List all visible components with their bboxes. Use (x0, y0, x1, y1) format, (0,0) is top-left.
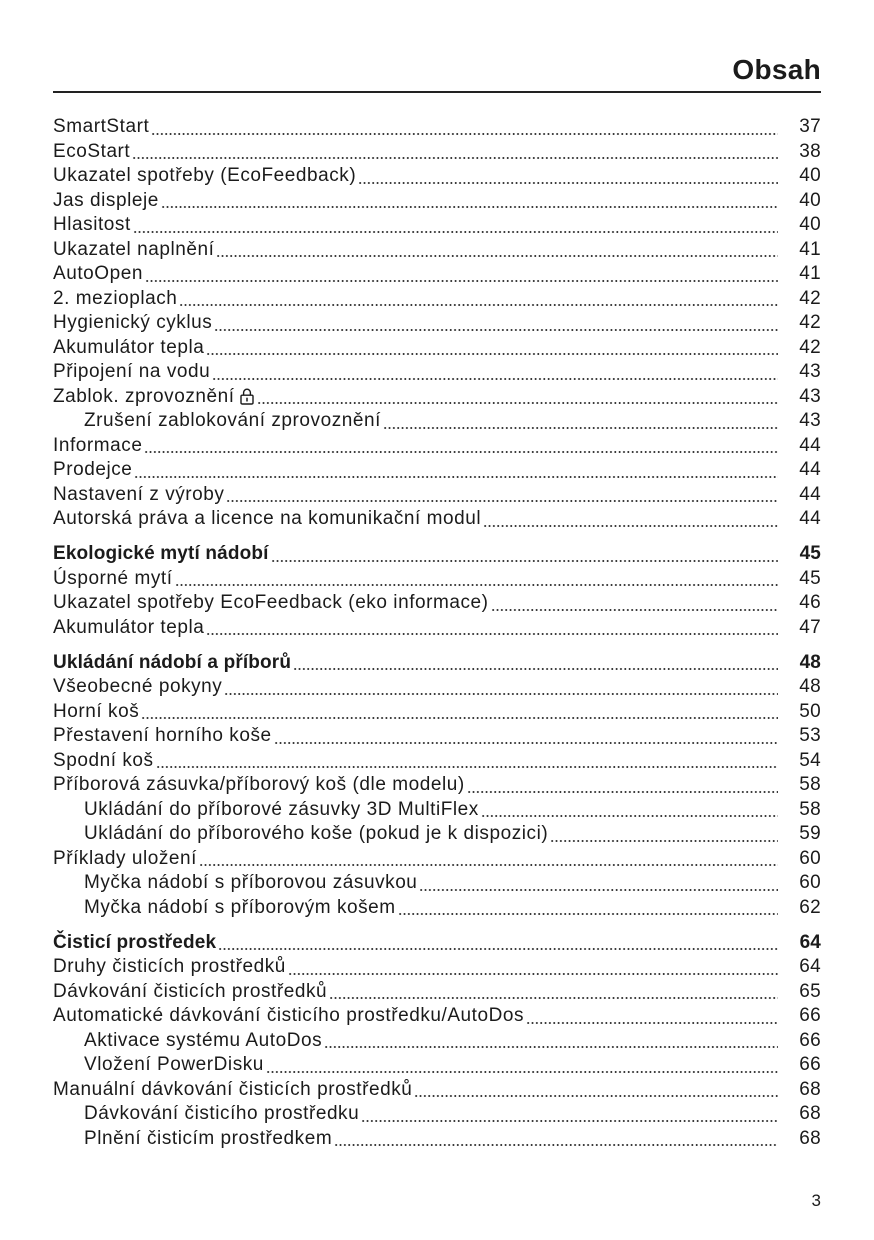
toc-entry-page: 68 (799, 1078, 821, 1100)
toc-entry-page: 42 (799, 312, 821, 333)
toc-entry (53, 1004, 821, 1029)
dot-leader (175, 567, 778, 592)
toc-subentry (53, 409, 821, 434)
dot-leader (226, 483, 778, 508)
dot-leader (361, 1102, 778, 1127)
toc-entry-title: Informace (53, 434, 143, 456)
toc-entry (53, 847, 821, 872)
toc-entry-title: Ukládání do příborové zásuvky 3D MultiFlex (84, 798, 479, 820)
toc-entry-title: Příklady uložení (53, 847, 197, 869)
toc-entry-page: 47 (799, 616, 821, 638)
toc-entry-page: 68 (799, 1127, 821, 1149)
page-number: 3 (811, 1191, 821, 1210)
toc-entry (53, 980, 821, 1005)
toc-entry (53, 336, 821, 361)
toc-entry-page: 40 (799, 214, 821, 235)
toc-entry-page: 64 (799, 956, 821, 977)
toc-entry-page: 41 (799, 263, 821, 284)
toc-entry (53, 749, 821, 774)
toc-entry-page: 66 (799, 1029, 821, 1051)
dot-leader (199, 847, 778, 872)
toc-entry (53, 311, 821, 336)
toc-entry (53, 700, 821, 725)
toc-entry-page: 37 (799, 116, 821, 137)
toc-entry (53, 955, 821, 980)
toc-entry-title: Připojení na vodu (53, 361, 211, 382)
toc-entry-page: 43 (799, 410, 821, 431)
page-title: Obsah (732, 54, 821, 85)
toc-entry (53, 360, 821, 385)
toc-subentry (53, 1029, 821, 1054)
toc-entry-title: Ukládání do příborového koše (pokud je k dispozici) (84, 823, 549, 844)
dot-leader (271, 542, 778, 567)
toc-entry-title: Vložení PowerDisku (84, 1054, 264, 1075)
dot-leader (398, 896, 778, 921)
toc-entry-title: AutoOpen (53, 263, 143, 284)
toc-subentry (53, 1127, 821, 1152)
dot-leader (224, 675, 778, 700)
toc-entry-page: 44 (799, 434, 821, 456)
toc-entry-title: Dávkování čisticích prostředků (53, 980, 328, 1002)
dot-leader (132, 140, 778, 165)
toc-entry (53, 1078, 821, 1103)
toc-entry-title: Hygienický cyklus (53, 312, 213, 333)
toc-entry-page: 54 (799, 749, 821, 771)
toc-entry-title: Ukazatel spotřeby EcoFeedback (eko informace) (53, 592, 489, 613)
toc-entry-page: 53 (799, 725, 821, 746)
toc-entry-page: 43 (799, 361, 821, 382)
toc-entry-page: 58 (799, 798, 821, 820)
toc-entry (53, 591, 821, 616)
toc-subentry (53, 798, 821, 823)
toc-entry-page: 59 (799, 823, 821, 844)
toc-entry (53, 434, 821, 459)
dot-leader (151, 115, 778, 140)
dot-leader (358, 164, 778, 189)
toc-entry-page: 46 (799, 592, 821, 613)
toc-entry-title: Úsporné mytí (53, 567, 173, 589)
dot-leader (206, 616, 778, 641)
dot-leader (414, 1078, 778, 1103)
toc-subentry (53, 871, 821, 896)
dot-leader (179, 287, 778, 312)
toc-entry-title: Příborová zásuvka/příborový koš (dle modelu) (53, 774, 465, 795)
dot-leader (526, 1004, 778, 1029)
dot-leader (293, 651, 778, 676)
toc-entry-page: 58 (799, 774, 821, 795)
toc-entry (53, 238, 821, 263)
dot-leader (324, 1029, 778, 1054)
toc-subentry (53, 1102, 821, 1127)
dot-leader (467, 773, 778, 798)
toc-section-heading (53, 931, 821, 956)
toc-entry-page: 41 (799, 238, 821, 260)
toc-entry-page: 43 (799, 385, 821, 407)
toc-section-heading (53, 542, 821, 567)
toc-entry-page: 45 (799, 567, 821, 589)
toc-entry-page: 44 (799, 508, 821, 529)
toc-entry (53, 616, 821, 641)
toc-entry-page: 68 (799, 1103, 821, 1124)
toc-entry-title: Aktivace systému AutoDos (84, 1029, 323, 1051)
toc-entry-title: Horní koš (53, 700, 140, 722)
toc-entry (53, 262, 821, 287)
toc-entry (53, 675, 821, 700)
dot-leader (288, 955, 778, 980)
toc-entry-page: 66 (799, 1005, 821, 1026)
toc-entry-title: Čisticí prostředek (53, 931, 217, 953)
toc-entry-title: SmartStart (53, 116, 150, 137)
toc-entry-title: Dávkování čisticího prostředku (84, 1103, 360, 1124)
toc-entry-title: Přestavení horního koše (53, 725, 272, 746)
toc-entry-title: Ukazatel spotřeby (EcoFeedback) (53, 165, 357, 186)
toc-entry-title: Ukládání nádobí a příborů (53, 651, 292, 673)
toc-entry-title: Hlasitost (53, 214, 131, 235)
dot-leader (334, 1127, 778, 1152)
toc-entry-page: 44 (799, 483, 821, 505)
toc-entry-page: 64 (799, 931, 821, 953)
dot-leader (133, 213, 778, 238)
toc-section (53, 931, 821, 1152)
toc-entry (53, 483, 821, 508)
toc-entry-title: Zrušení zablokování zprovoznění (84, 410, 381, 431)
toc-entry-title: Všeobecné pokyny (53, 676, 223, 697)
dot-leader (214, 311, 778, 336)
dot-leader (383, 409, 778, 434)
toc-entry-page: 44 (799, 459, 821, 480)
dot-leader (141, 700, 778, 725)
dot-leader (218, 931, 778, 956)
dot-leader (266, 1053, 778, 1078)
toc-entry-title: 2. mezioplach (53, 287, 178, 309)
dot-leader (144, 434, 778, 459)
dot-leader (216, 238, 778, 263)
toc-entry (53, 724, 821, 749)
toc-entry-title: Plnění čisticím prostředkem (84, 1127, 333, 1149)
toc-entry-page: 38 (799, 140, 821, 162)
toc-entry-title: Akumulátor tepla (53, 616, 205, 638)
toc-entry (53, 189, 821, 214)
dot-leader (329, 980, 778, 1005)
dot-leader (134, 458, 778, 483)
toc-entry-page: 45 (799, 543, 821, 564)
dot-leader (274, 724, 778, 749)
dot-leader (145, 262, 778, 287)
table-of-contents (53, 115, 821, 1151)
toc-entry (53, 115, 821, 140)
toc-entry-title: Ekologické mytí nádobí (53, 543, 269, 564)
toc-subentry (53, 822, 821, 847)
dot-leader (481, 798, 778, 823)
dot-leader (483, 507, 778, 532)
dot-leader (257, 385, 778, 410)
toc-entry-page: 48 (799, 676, 821, 697)
dot-leader (212, 360, 778, 385)
toc-entry-title: Autorská práva a licence na komunikační modul (53, 508, 482, 529)
toc-entry (53, 287, 821, 312)
toc-entry-page: 50 (799, 700, 821, 722)
toc-entry-title: Myčka nádobí s příborovou zásuvkou (84, 872, 418, 893)
toc-section (53, 542, 821, 640)
dot-leader (419, 871, 778, 896)
toc-subentry (53, 1053, 821, 1078)
toc-entry-title-group (53, 385, 255, 410)
toc-entry-title: Prodejce (53, 459, 133, 480)
toc-entry-title: Spodní koš (53, 749, 154, 771)
toc-entry (53, 567, 821, 592)
toc-entry (53, 164, 821, 189)
toc-entry-title: Myčka nádobí s příborovým košem (84, 896, 396, 918)
toc-entry (53, 773, 821, 798)
toc-entry-page: 65 (799, 980, 821, 1002)
dot-leader (161, 189, 778, 214)
toc-entry-title: Jas displeje (53, 189, 159, 211)
toc-entry-title: EcoStart (53, 140, 131, 162)
toc-entry-page: 42 (799, 287, 821, 309)
toc-entry (53, 458, 821, 483)
toc-entry-page: 48 (799, 651, 821, 673)
dot-leader (550, 822, 778, 847)
toc-entry-title: Zablok. zprovoznění (53, 385, 235, 407)
toc-subentry (53, 896, 821, 921)
toc-entry (53, 140, 821, 165)
toc-entry-page: 66 (799, 1054, 821, 1075)
toc-entry-page: 40 (799, 165, 821, 186)
toc-entry-page: 60 (799, 872, 821, 893)
title-divider (53, 91, 821, 93)
toc-entry-title: Manuální dávkování čisticích prostředků (53, 1078, 413, 1100)
toc-entry-title: Nastavení z výroby (53, 483, 225, 505)
dot-leader (156, 749, 778, 774)
toc-entry-page: 42 (799, 336, 821, 358)
toc-entry (53, 507, 821, 532)
toc-entry-title: Automatické dávkování čisticího prostředku/AutoDos (53, 1005, 525, 1026)
toc-entry (53, 213, 821, 238)
toc-entry-title: Ukazatel naplnění (53, 238, 215, 260)
toc-entry-title: Akumulátor tepla (53, 336, 205, 358)
toc-entry-page: 62 (799, 896, 821, 918)
lock-icon (239, 387, 255, 405)
toc-entry (53, 385, 821, 410)
toc-section (53, 651, 821, 921)
dot-leader (206, 336, 778, 361)
toc-entry-title: Druhy čisticích prostředků (53, 956, 286, 977)
dot-leader (491, 591, 778, 616)
toc-section (53, 115, 821, 532)
toc-entry-page: 40 (799, 189, 821, 211)
toc-entry-page: 60 (799, 847, 821, 869)
toc-section-heading (53, 651, 821, 676)
